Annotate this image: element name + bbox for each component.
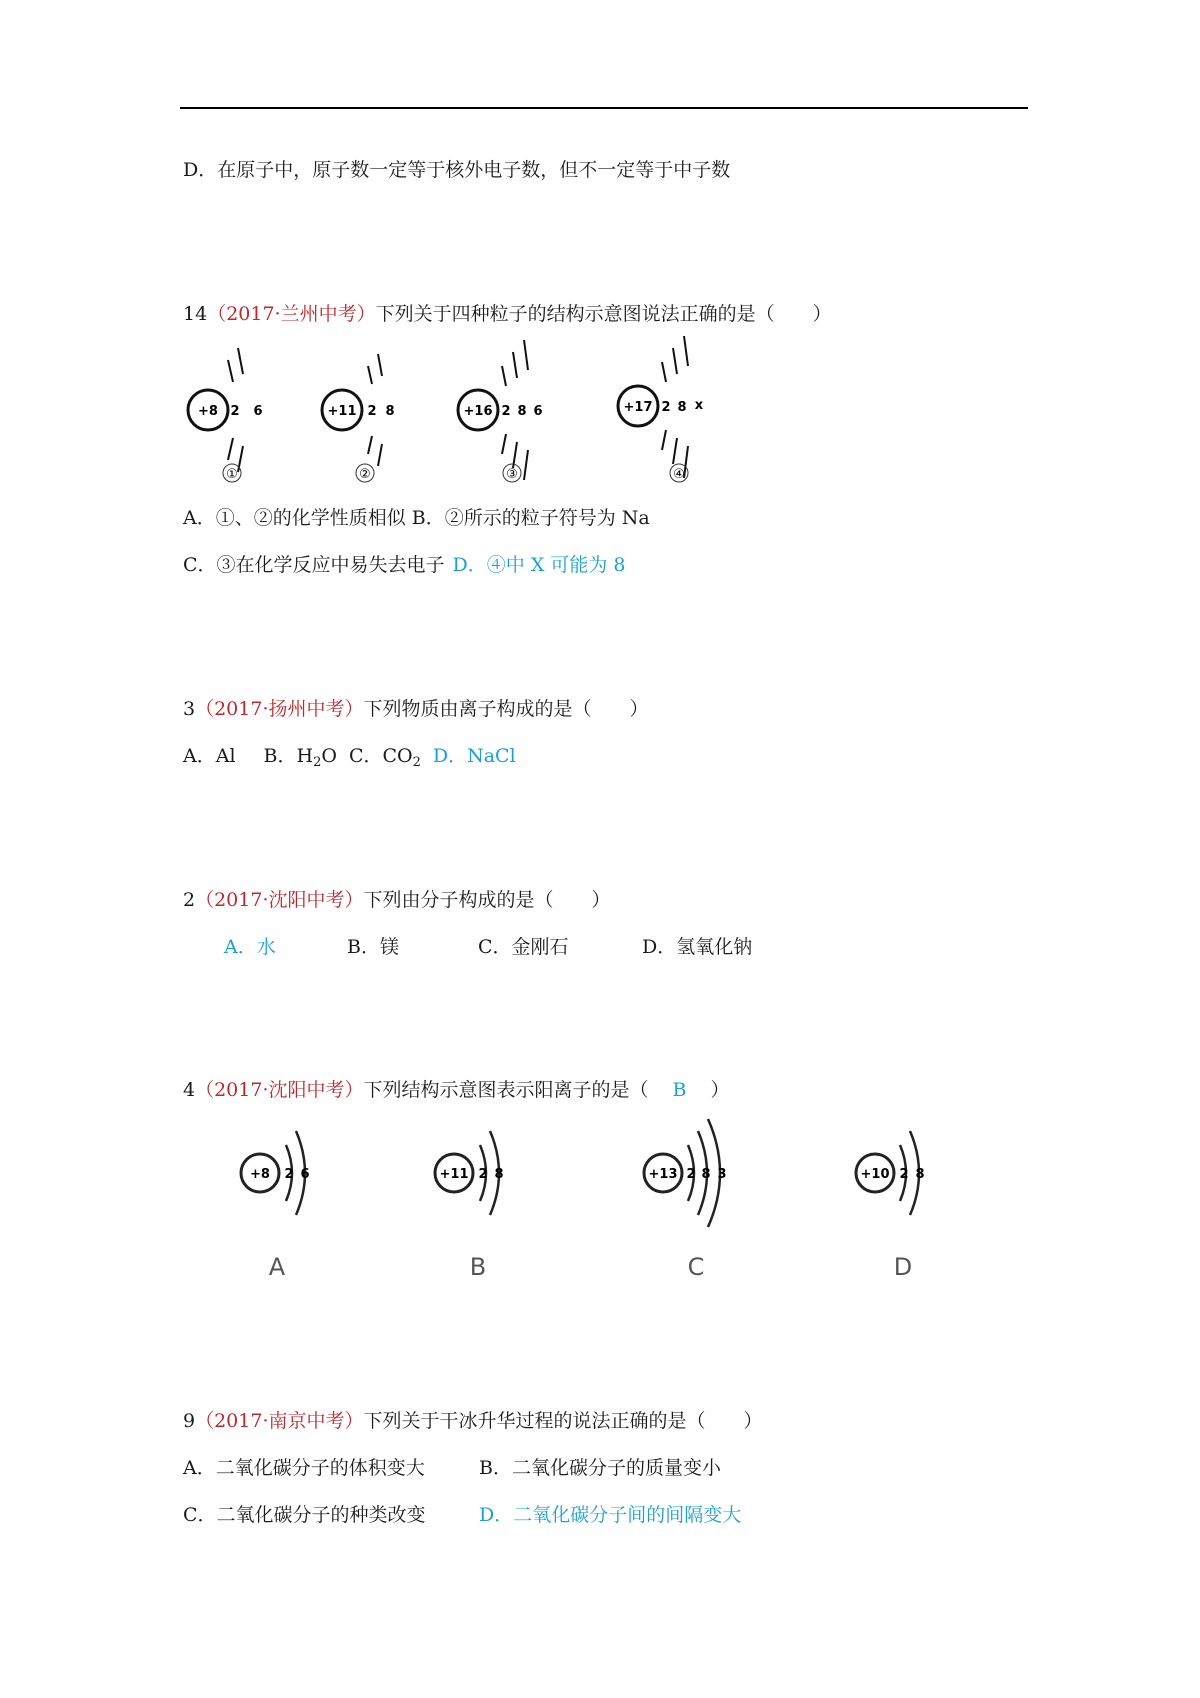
- q9-options-ab: [183, 1456, 721, 1480]
- q14-source: （2017·兰州中考）: [207, 303, 376, 325]
- q14-diagram-4-shell-3: x: [694, 398, 704, 413]
- q3-source: （2017·扬州中考）: [195, 698, 364, 720]
- header-rule: [180, 107, 1028, 109]
- q3-stem-line: [183, 697, 649, 721]
- q14-stem-line: [183, 302, 832, 326]
- q4-diagram-d-nucleus: +10: [860, 1167, 890, 1182]
- q4-answer: B: [672, 1079, 687, 1101]
- q4-diagram-c-label: C: [687, 1253, 705, 1281]
- q3-option-c: C．$CO_2$: [348, 745, 421, 770]
- q4-diagram-c-shell-2: 8: [701, 1167, 711, 1182]
- q14-option-a: A．①、②的化学性质相似: [183, 507, 406, 529]
- q14-diagram-4-nucleus: +17: [623, 400, 653, 415]
- q4-diagram-b-label: B: [469, 1253, 487, 1281]
- q14-options-ab: [183, 506, 650, 530]
- q4-diagram-c-nucleus: +13: [648, 1167, 678, 1182]
- q4-source: （2017·沈阳中考）: [195, 1079, 364, 1101]
- q14-diagram-1-shell-2: 6: [253, 404, 263, 419]
- q14-diagram-1-label: ①: [226, 467, 238, 482]
- q4-diagram-d-shell-2: 8: [915, 1167, 925, 1182]
- q14-diagram-1-shell-1: 2: [230, 404, 240, 419]
- q14-diagram-2: [322, 354, 395, 482]
- q4-diagram-b-shell-1: 2: [478, 1167, 488, 1182]
- q14-diagram-3-nucleus: +16: [463, 404, 493, 419]
- q14-diagram-4: [618, 336, 704, 482]
- q4-diagram-a-label: A: [268, 1253, 286, 1281]
- q14-diagram-2-nucleus: +11: [327, 404, 357, 419]
- q14-diagram-1-nucleus: +8: [198, 404, 218, 419]
- q14-diagram-3-shell-3: 6: [533, 404, 543, 419]
- q2-option-b: B．镁: [347, 936, 399, 958]
- q2-option-d: D．氢氧化钠: [642, 936, 753, 958]
- q9-option-c: C．二氧化碳分子的种类改变: [183, 1504, 426, 1526]
- q14-diagram-2-label: ②: [359, 467, 371, 482]
- q4-diagram-a-nucleus: +8: [250, 1167, 270, 1182]
- q9-stem: 下列关于干冰升华过程的说法正确的是（ ）: [363, 1410, 763, 1432]
- q4-diagram-b-shell-2: 8: [494, 1167, 504, 1182]
- q14-diagram-4-label: ④: [673, 467, 685, 482]
- q4-stem-close: ）: [710, 1079, 730, 1101]
- q3-option-d: D．NaCl: [432, 745, 516, 767]
- q14-number: 14: [183, 303, 208, 325]
- q9-number: 9: [183, 1410, 196, 1432]
- q4-diagram-c-shell-3: 3: [717, 1167, 727, 1182]
- q2-number: 2: [183, 889, 196, 911]
- q3-option-b: B．$H_2O$: [263, 745, 337, 770]
- q13-option-d: D．在原子中，原子数一定等于核外电子数，但不一定等于中子数: [183, 159, 731, 181]
- q3-option-a: A．Al: [183, 745, 236, 767]
- q4-number: 4: [183, 1079, 196, 1101]
- q2-stem: 下列由分子构成的是（ ）: [363, 889, 611, 911]
- q2-option-a: A．水: [224, 936, 276, 958]
- q4-stem: 下列结构示意图表示阳离子的是（: [363, 1079, 649, 1101]
- q4-diagram-d-shell-1: 2: [899, 1167, 909, 1182]
- q2-stem-line: [183, 888, 611, 912]
- q9-options-cd: [183, 1503, 741, 1527]
- q14-stem: 下列关于四种粒子的结构示意图说法正确的是（ ）: [375, 303, 832, 325]
- q4-stem-line: [183, 1078, 730, 1102]
- q2-source: （2017·沈阳中考）: [195, 889, 364, 911]
- q14-diagram-4-shell-1: 2: [661, 400, 671, 415]
- q4-diagram-b-nucleus: +11: [439, 1167, 469, 1182]
- q4-diagram-a-shell-1: 2: [284, 1167, 294, 1182]
- q14-diagram-3: [458, 340, 543, 482]
- q2-options: [224, 935, 752, 959]
- q14-diagram-3-label: ③: [506, 467, 518, 482]
- q9-source: （2017·南京中考）: [195, 1410, 364, 1432]
- q3-options: [183, 744, 516, 768]
- q9-option-b: B．二氧化碳分子的质量变小: [479, 1457, 721, 1479]
- q4-diagrams: [230, 1115, 950, 1285]
- q14-diagram-2-shell-2: 8: [385, 404, 395, 419]
- q4-diagram-d-label: D: [893, 1253, 913, 1281]
- q14-diagrams: [180, 338, 740, 488]
- q14-diagram-1: [188, 348, 263, 482]
- q14-diagram-3-shell-1: 2: [501, 404, 511, 419]
- q14-diagram-2-shell-1: 2: [367, 404, 377, 419]
- q14-diagram-4-shell-2: 8: [677, 400, 687, 415]
- q4-diagram-a-shell-2: 6: [300, 1167, 310, 1182]
- q14-options-cd: [183, 553, 626, 577]
- q9-stem-line: [183, 1409, 763, 1433]
- q3-stem: 下列物质由离子构成的是（ ）: [363, 698, 649, 720]
- q9-option-a: A．二氧化碳分子的体积变大: [183, 1457, 425, 1479]
- q4-diagram-c: [644, 1119, 727, 1281]
- q4-diagram-c-shell-1: 2: [686, 1167, 696, 1182]
- q4-diagram-b: [435, 1131, 504, 1281]
- q2-option-c: C．金刚石: [478, 936, 569, 958]
- q3-number: 3: [183, 698, 196, 720]
- q9-option-d: D．二氧化碳分子间的间隔变大: [479, 1504, 742, 1526]
- q14-option-c: C．③在化学反应中易失去电子: [183, 554, 445, 576]
- q14-diagram-3-shell-2: 8: [517, 404, 527, 419]
- q4-diagram-d: [856, 1131, 925, 1281]
- q4-diagram-a: [241, 1131, 310, 1281]
- q14-option-d: D．④中 X 可能为 8: [452, 554, 626, 576]
- q14-option-b: B．②所示的粒子符号为 Na: [411, 507, 650, 529]
